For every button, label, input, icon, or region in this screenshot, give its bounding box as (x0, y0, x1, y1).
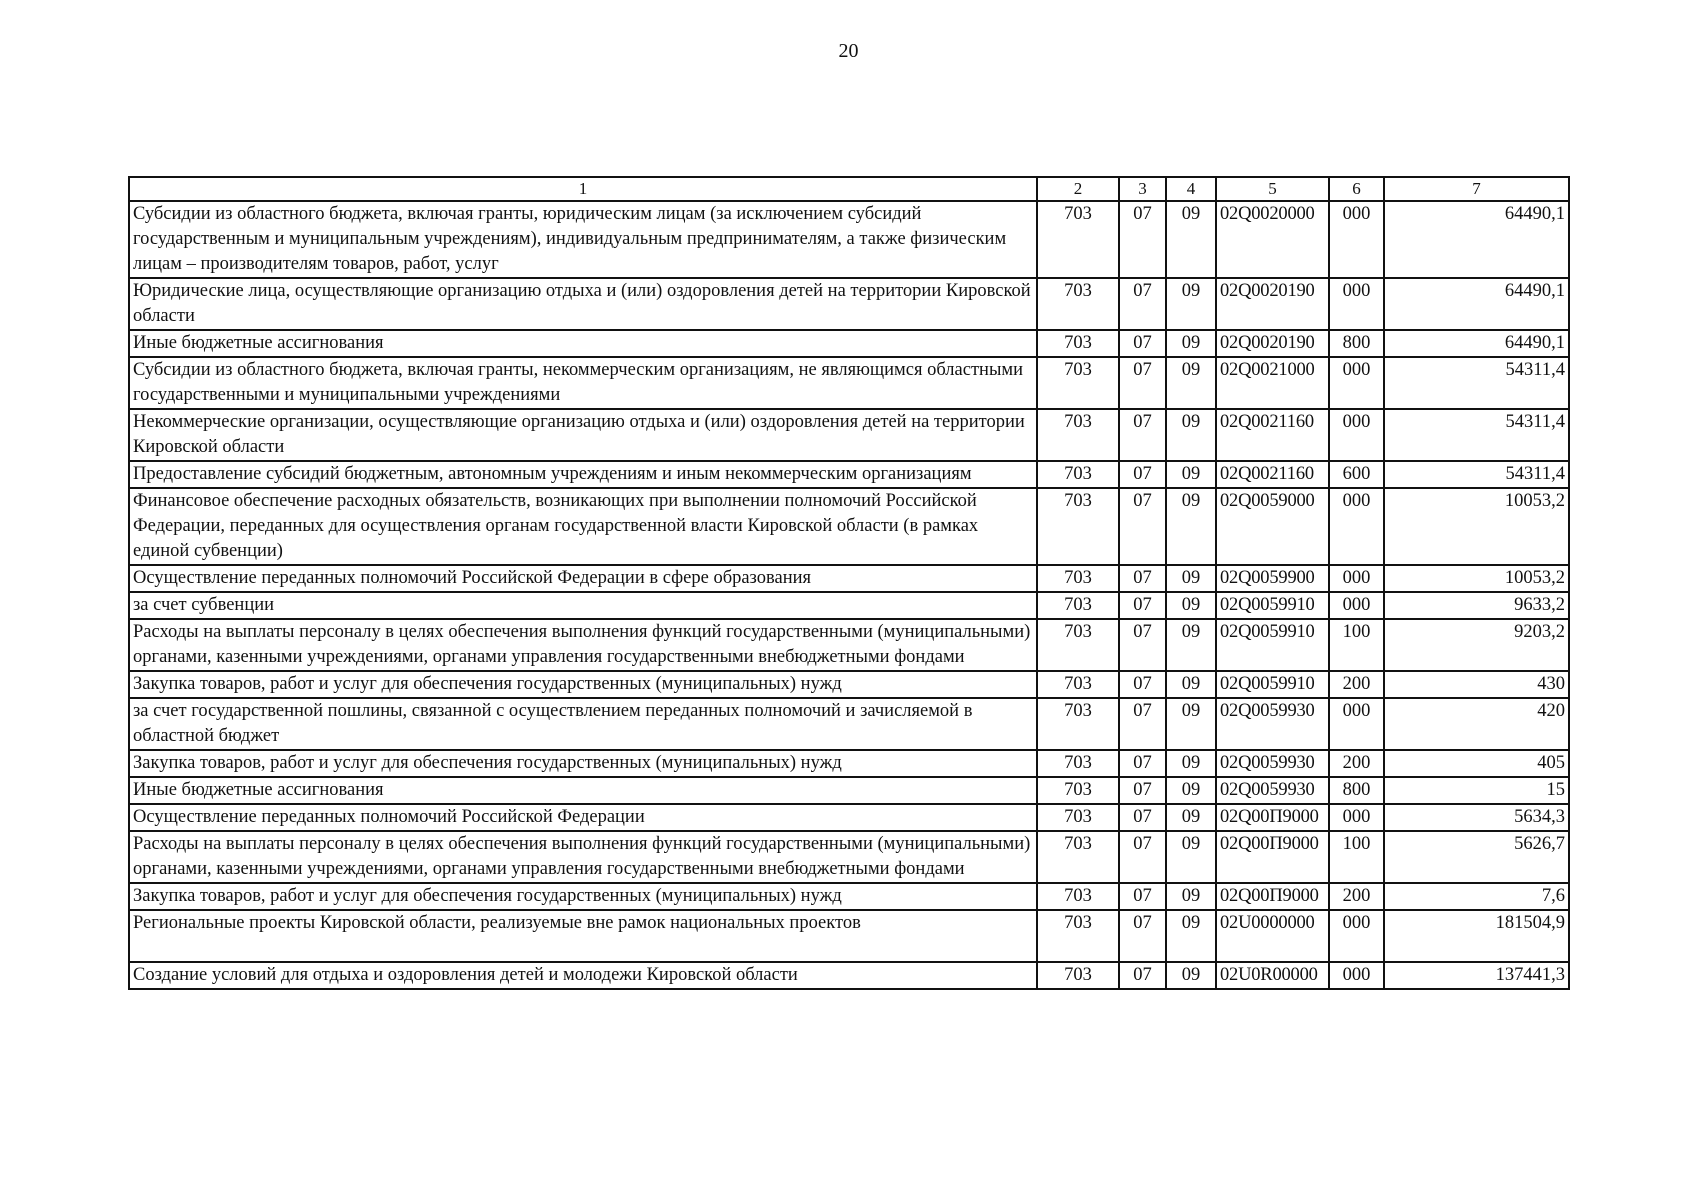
col-code-3: 07 (1119, 565, 1166, 592)
col-amount: 420 (1384, 698, 1569, 750)
row-description: Субсидии из областного бюджета, включая гранты, юридическим лицам (за исключением субсидий государственным и муниципальным учреждениям), индивидуальным предпринимателям, а также физическим лицам – производителям товаров, работ, услуг (129, 201, 1037, 278)
col-code-3: 07 (1119, 409, 1166, 461)
col-amount: 15 (1384, 777, 1569, 804)
col-amount: 54311,4 (1384, 461, 1569, 488)
table-row (129, 698, 1569, 750)
col-code-4: 09 (1166, 883, 1216, 910)
col-code-4: 09 (1166, 409, 1216, 461)
col-code-3: 07 (1119, 201, 1166, 278)
col-code-4: 09 (1166, 750, 1216, 777)
col-code-6: 000 (1329, 201, 1384, 278)
col-amount: 10053,2 (1384, 565, 1569, 592)
row-description: за счет субвенции (129, 592, 1037, 619)
col-code-2: 703 (1037, 357, 1119, 409)
col-target-code: 02Q00П9000 (1216, 883, 1329, 910)
col-code-2: 703 (1037, 910, 1119, 962)
table-row (129, 592, 1569, 619)
table-row (129, 750, 1569, 777)
table-row (129, 619, 1569, 671)
col-code-3: 07 (1119, 278, 1166, 330)
col-code-4: 09 (1166, 777, 1216, 804)
col-amount: 64490,1 (1384, 278, 1569, 330)
col-code-6: 000 (1329, 698, 1384, 750)
col-code-4: 09 (1166, 910, 1216, 962)
col-target-code: 02Q0059930 (1216, 698, 1329, 750)
col-code-4: 09 (1166, 831, 1216, 883)
col-code-4: 09 (1166, 619, 1216, 671)
col-target-code: 02Q0021160 (1216, 461, 1329, 488)
row-description: Юридические лица, осуществляющие организацию отдыха и (или) оздоровления детей на территории Кировской области (129, 278, 1037, 330)
header-cell: 2 (1037, 177, 1119, 201)
col-code-6: 000 (1329, 409, 1384, 461)
budget-table (128, 176, 1570, 990)
table-row (129, 278, 1569, 330)
col-code-2: 703 (1037, 671, 1119, 698)
header-cell: 5 (1216, 177, 1329, 201)
row-description: Предоставление субсидий бюджетным, автономным учреждениям и иным некоммерческим организациям (129, 461, 1037, 488)
table-row (129, 777, 1569, 804)
col-code-3: 07 (1119, 461, 1166, 488)
col-target-code: 02Q0059930 (1216, 777, 1329, 804)
col-code-6: 800 (1329, 330, 1384, 357)
row-description: Закупка товаров, работ и услуг для обеспечения государственных (муниципальных) нужд (129, 883, 1037, 910)
row-description: Финансовое обеспечение расходных обязательств, возникающих при выполнении полномочий Российской Федерации, переданных для осуществления органам государственной власти Кировской области (в рамках единой субвенции) (129, 488, 1037, 565)
col-code-2: 703 (1037, 565, 1119, 592)
row-description: Осуществление переданных полномочий Российской Федерации в сфере образования (129, 565, 1037, 592)
table-row (129, 831, 1569, 883)
col-code-6: 200 (1329, 883, 1384, 910)
col-code-3: 07 (1119, 831, 1166, 883)
col-code-6: 000 (1329, 910, 1384, 962)
col-code-6: 000 (1329, 565, 1384, 592)
table-row (129, 330, 1569, 357)
col-code-2: 703 (1037, 330, 1119, 357)
col-code-3: 07 (1119, 698, 1166, 750)
table-row (129, 565, 1569, 592)
col-code-4: 09 (1166, 330, 1216, 357)
col-target-code: 02U0R00000 (1216, 962, 1329, 989)
header-cell: 4 (1166, 177, 1216, 201)
col-code-3: 07 (1119, 750, 1166, 777)
col-target-code: 02Q0020000 (1216, 201, 1329, 278)
col-code-2: 703 (1037, 278, 1119, 330)
header-cell: 1 (129, 177, 1037, 201)
col-code-4: 09 (1166, 671, 1216, 698)
table-row (129, 461, 1569, 488)
table-row (129, 488, 1569, 565)
col-amount: 64490,1 (1384, 201, 1569, 278)
header-cell: 7 (1384, 177, 1569, 201)
col-code-4: 09 (1166, 698, 1216, 750)
row-description: Осуществление переданных полномочий Российской Федерации (129, 804, 1037, 831)
col-code-3: 07 (1119, 357, 1166, 409)
row-description: Закупка товаров, работ и услуг для обеспечения государственных (муниципальных) нужд (129, 671, 1037, 698)
col-code-4: 09 (1166, 962, 1216, 989)
col-amount: 10053,2 (1384, 488, 1569, 565)
table-row (129, 910, 1569, 962)
col-code-6: 000 (1329, 357, 1384, 409)
col-amount: 54311,4 (1384, 357, 1569, 409)
col-code-2: 703 (1037, 698, 1119, 750)
col-code-2: 703 (1037, 804, 1119, 831)
col-amount: 7,6 (1384, 883, 1569, 910)
col-code-3: 07 (1119, 619, 1166, 671)
col-code-2: 703 (1037, 201, 1119, 278)
col-code-6: 800 (1329, 777, 1384, 804)
col-code-6: 200 (1329, 750, 1384, 777)
table-row (129, 357, 1569, 409)
col-amount: 430 (1384, 671, 1569, 698)
row-description: Закупка товаров, работ и услуг для обеспечения государственных (муниципальных) нужд (129, 750, 1037, 777)
col-code-6: 000 (1329, 592, 1384, 619)
col-target-code: 02Q00П9000 (1216, 804, 1329, 831)
table-row (129, 201, 1569, 278)
col-code-6: 000 (1329, 488, 1384, 565)
row-description: Расходы на выплаты персоналу в целях обеспечения выполнения функций государственными (муниципальными) органами, казенными учреждениями, органами управления государственными внебюджетными фондами (129, 831, 1037, 883)
col-code-4: 09 (1166, 201, 1216, 278)
col-code-6: 100 (1329, 619, 1384, 671)
header-cell: 3 (1119, 177, 1166, 201)
row-description: Создание условий для отдыха и оздоровления детей и молодежи Кировской области (129, 962, 1037, 989)
col-target-code: 02Q0059930 (1216, 750, 1329, 777)
col-code-6: 600 (1329, 461, 1384, 488)
col-amount: 54311,4 (1384, 409, 1569, 461)
col-code-4: 09 (1166, 804, 1216, 831)
col-target-code: 02Q0020190 (1216, 278, 1329, 330)
col-code-2: 703 (1037, 619, 1119, 671)
col-code-6: 000 (1329, 962, 1384, 989)
col-code-3: 07 (1119, 777, 1166, 804)
col-target-code: 02Q0059900 (1216, 565, 1329, 592)
col-code-2: 703 (1037, 461, 1119, 488)
col-code-3: 07 (1119, 671, 1166, 698)
col-target-code: 02Q0059910 (1216, 619, 1329, 671)
col-code-2: 703 (1037, 831, 1119, 883)
col-code-4: 09 (1166, 488, 1216, 565)
col-code-2: 703 (1037, 750, 1119, 777)
col-code-3: 07 (1119, 592, 1166, 619)
col-code-4: 09 (1166, 461, 1216, 488)
col-target-code: 02Q00П9000 (1216, 831, 1329, 883)
col-code-3: 07 (1119, 488, 1166, 565)
col-target-code: 02Q0059000 (1216, 488, 1329, 565)
col-amount: 64490,1 (1384, 330, 1569, 357)
row-description: Иные бюджетные ассигнования (129, 777, 1037, 804)
col-target-code: 02Q0020190 (1216, 330, 1329, 357)
col-amount: 9633,2 (1384, 592, 1569, 619)
col-target-code: 02Q0059910 (1216, 671, 1329, 698)
col-code-6: 000 (1329, 278, 1384, 330)
col-amount: 9203,2 (1384, 619, 1569, 671)
col-target-code: 02U0000000 (1216, 910, 1329, 962)
col-code-2: 703 (1037, 777, 1119, 804)
page-number: 20 (838, 40, 859, 62)
col-target-code: 02Q0021000 (1216, 357, 1329, 409)
col-code-2: 703 (1037, 592, 1119, 619)
table-row (129, 883, 1569, 910)
col-code-2: 703 (1037, 488, 1119, 565)
col-code-4: 09 (1166, 278, 1216, 330)
col-code-3: 07 (1119, 804, 1166, 831)
table-row (129, 409, 1569, 461)
header-cell: 6 (1329, 177, 1384, 201)
col-code-2: 703 (1037, 409, 1119, 461)
row-description: за счет государственной пошлины, связанной с осуществлением переданных полномочий и зачисляемой в областной бюджет (129, 698, 1037, 750)
col-code-2: 703 (1037, 962, 1119, 989)
col-target-code: 02Q0021160 (1216, 409, 1329, 461)
row-description: Иные бюджетные ассигнования (129, 330, 1037, 357)
col-amount: 137441,3 (1384, 962, 1569, 989)
col-target-code: 02Q0059910 (1216, 592, 1329, 619)
row-description: Некоммерческие организации, осуществляющие организацию отдыха и (или) оздоровления детей на территории Кировской области (129, 409, 1037, 461)
col-code-6: 100 (1329, 831, 1384, 883)
col-amount: 405 (1384, 750, 1569, 777)
col-code-6: 000 (1329, 804, 1384, 831)
col-code-3: 07 (1119, 962, 1166, 989)
header-row (129, 177, 1569, 201)
row-description: Субсидии из областного бюджета, включая гранты, некоммерческим организациям, не являющимся областными государственными и муниципальными учреждениями (129, 357, 1037, 409)
col-amount: 5634,3 (1384, 804, 1569, 831)
table-row (129, 962, 1569, 989)
col-code-3: 07 (1119, 883, 1166, 910)
col-code-4: 09 (1166, 592, 1216, 619)
table-row (129, 671, 1569, 698)
col-code-3: 07 (1119, 330, 1166, 357)
col-code-4: 09 (1166, 565, 1216, 592)
col-code-2: 703 (1037, 883, 1119, 910)
col-code-6: 200 (1329, 671, 1384, 698)
row-description: Региональные проекты Кировской области, реализуемые вне рамок национальных проектов (129, 910, 1037, 962)
row-description: Расходы на выплаты персоналу в целях обеспечения выполнения функций государственными (муниципальными) органами, казенными учреждениями, органами управления государственными внебюджетными фондами (129, 619, 1037, 671)
col-code-4: 09 (1166, 357, 1216, 409)
col-amount: 181504,9 (1384, 910, 1569, 962)
col-amount: 5626,7 (1384, 831, 1569, 883)
table-row (129, 804, 1569, 831)
col-code-3: 07 (1119, 910, 1166, 962)
